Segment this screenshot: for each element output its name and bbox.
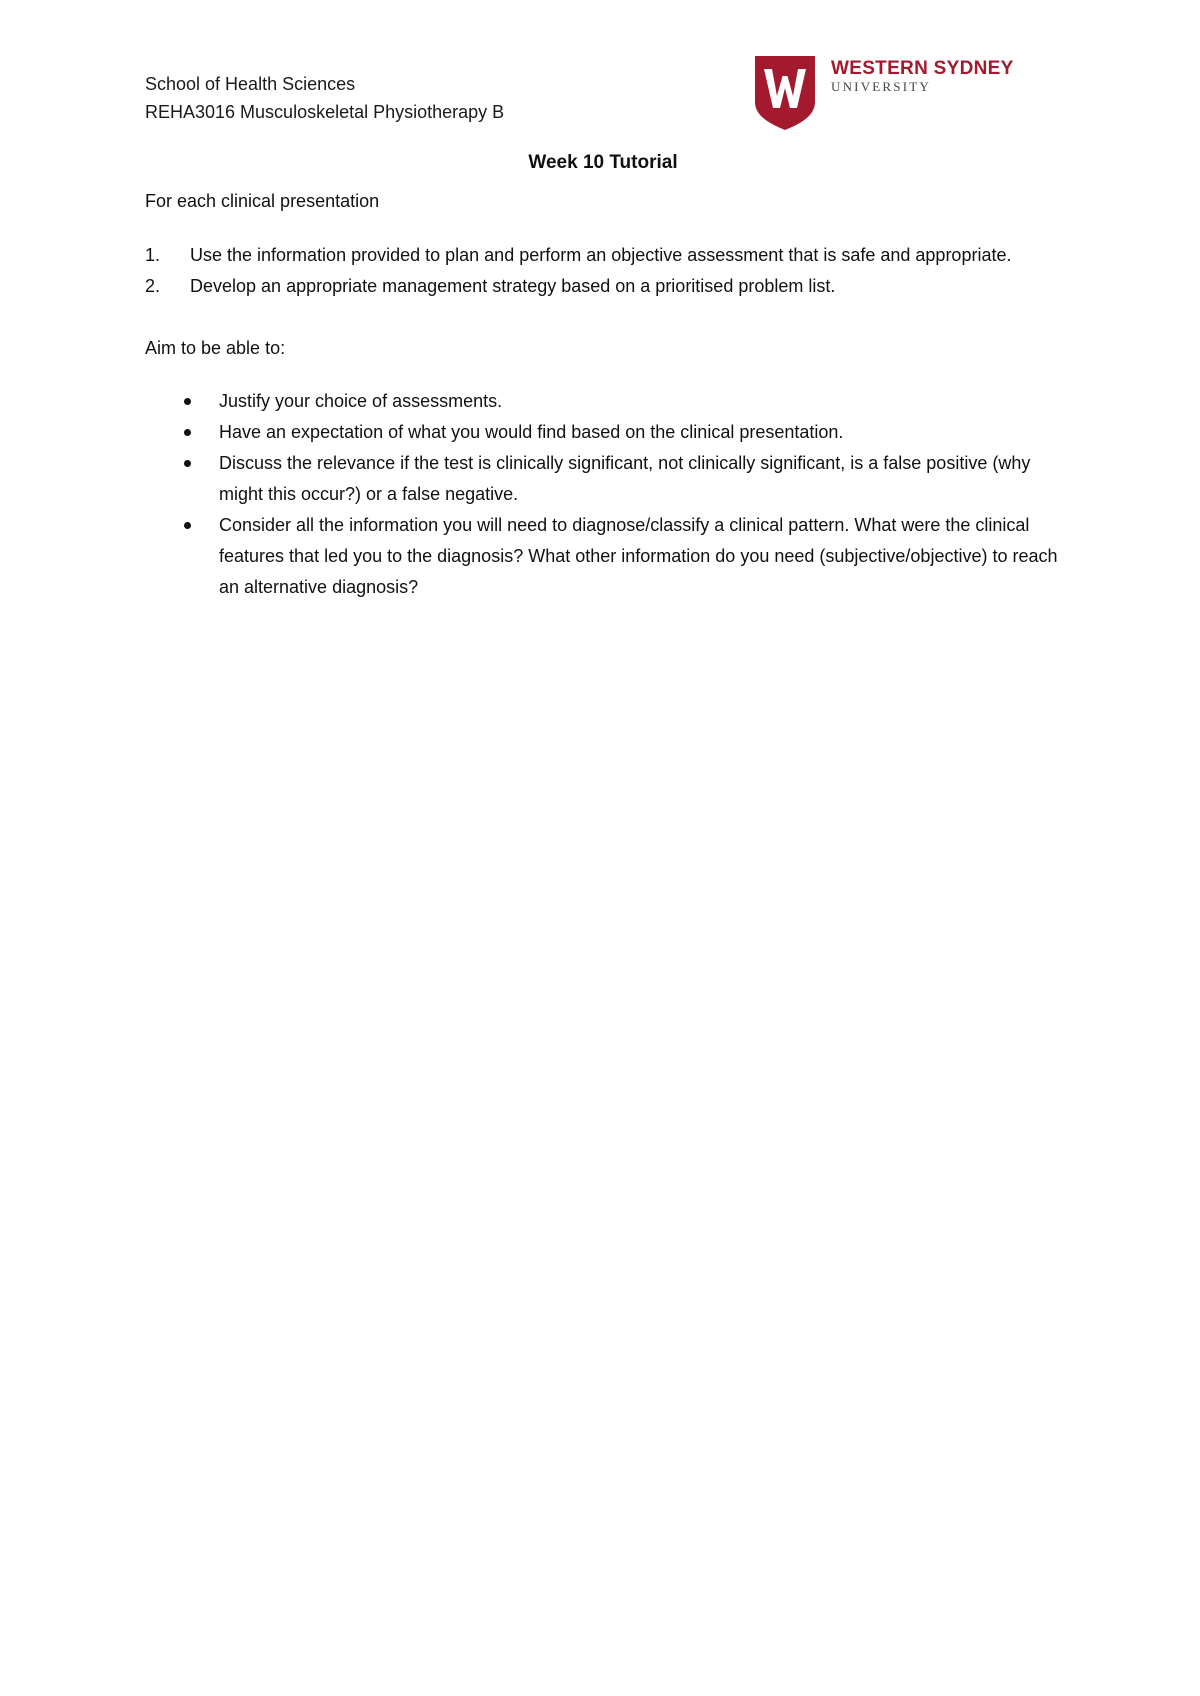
intro-text: For each clinical presentation — [145, 191, 380, 211]
bullet-icon — [184, 398, 191, 405]
logo-line-1: WESTERN SYDNEY — [831, 58, 1014, 79]
page-title: Week 10 Tutorial — [528, 152, 678, 173]
step-number: 2. — [145, 276, 161, 296]
bullet-text: Consider all the information you will need to diagnose/classify a clinical pattern. What were the clinical features that led you to the diagnosis? What other information do you need (subjective/objective) to reach an alternative diagnosis? — [219, 515, 1058, 597]
bullet-text: Discuss the relevance if the test is clinically significant, not clinically significant, is a false positive (why might this occur?) or a false negative. — [219, 453, 1031, 504]
logo-wordmark — [831, 58, 1014, 94]
step-list — [145, 240, 1045, 302]
step-text: Develop an appropriate management strategy based on a prioritised problem list. — [190, 276, 836, 296]
bullet-item — [145, 386, 1065, 417]
bullet-icon — [184, 429, 191, 436]
bullet-item — [145, 448, 1065, 510]
unit-name: REHA3016 Musculoskeletal Physiotherapy B — [145, 102, 505, 122]
bullet-icon — [184, 522, 191, 529]
document-header — [145, 70, 504, 126]
bullet-item — [145, 417, 1065, 448]
bullet-list — [145, 386, 1065, 603]
logo-line-2: UNIVERSITY — [831, 79, 931, 94]
step-item — [145, 271, 1045, 302]
bullet-item — [145, 510, 1065, 603]
university-logo — [755, 56, 1015, 132]
bullet-text: Justify your choice of assessments. — [219, 391, 503, 411]
step-text: Use the information provided to plan and perform an objective assessment that is safe and appropriate. — [190, 245, 1012, 265]
school-name: School of Health Sciences — [145, 74, 356, 94]
university-shield-icon — [755, 56, 815, 130]
step-number: 1. — [145, 245, 161, 265]
bullet-icon — [184, 460, 191, 467]
bullet-text: Have an expectation of what you would find based on the clinical presentation. — [219, 422, 844, 442]
aim-label: Aim to be able to: — [145, 338, 286, 358]
step-item — [145, 240, 1045, 271]
